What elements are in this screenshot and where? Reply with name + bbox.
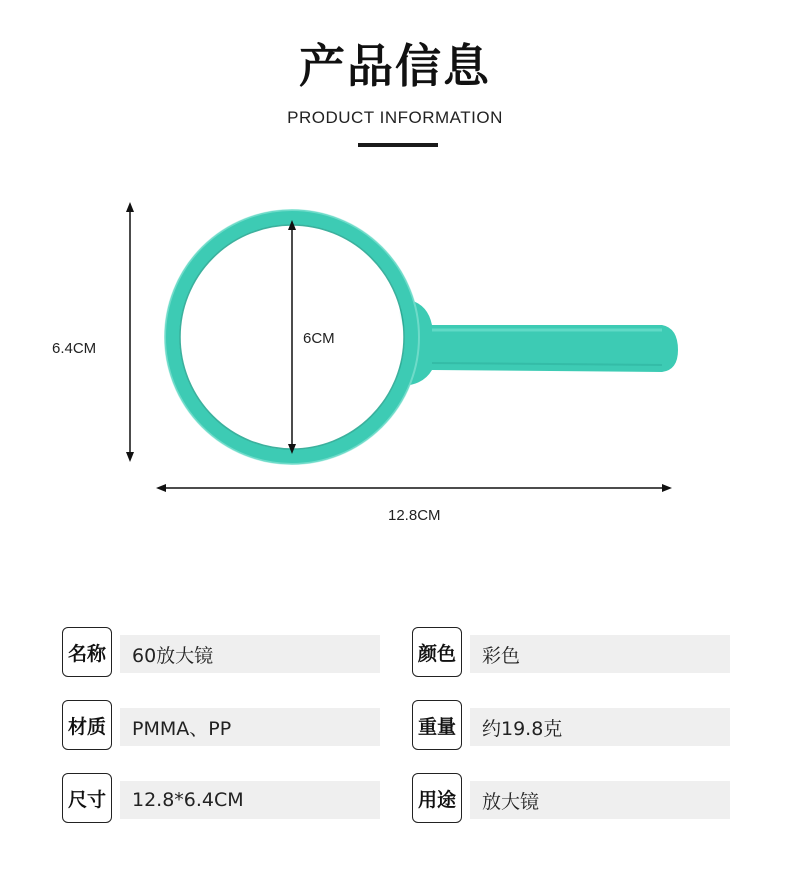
height-dimension: [126, 202, 134, 462]
page-subtitle: PRODUCT INFORMATION: [287, 108, 503, 127]
spec-value: 60放大镜: [120, 635, 380, 673]
spec-value: 12.8*6.4CM: [120, 781, 380, 819]
magnifier-diagram: [0, 180, 790, 540]
spec-value: 彩色: [470, 635, 730, 673]
spec-value: 放大镜: [470, 781, 730, 819]
spec-row-size: [62, 773, 380, 825]
height-label: 6.4CM: [52, 340, 97, 357]
spec-row-material: [62, 700, 380, 752]
spec-row-usage: [412, 773, 730, 825]
width-label: 12.8CM: [388, 507, 441, 524]
spec-value: 约19.8克: [470, 708, 730, 746]
spec-row-name: [62, 627, 380, 679]
spec-key: 材质: [62, 700, 112, 750]
lens-label: 6CM: [303, 330, 335, 347]
spec-row-weight: [412, 700, 730, 752]
spec-key: 重量: [412, 700, 462, 750]
magnifier-handle: [400, 300, 678, 385]
spec-key: 名称: [62, 627, 112, 677]
page-title: 产品信息: [299, 39, 491, 93]
spec-row-color: [412, 627, 730, 679]
spec-key: 尺寸: [62, 773, 112, 823]
spec-value: PMMA、PP: [120, 708, 380, 746]
title-divider: [358, 143, 438, 147]
spec-key: 颜色: [412, 627, 462, 677]
spec-key: 用途: [412, 773, 462, 823]
width-dimension: [156, 484, 672, 492]
